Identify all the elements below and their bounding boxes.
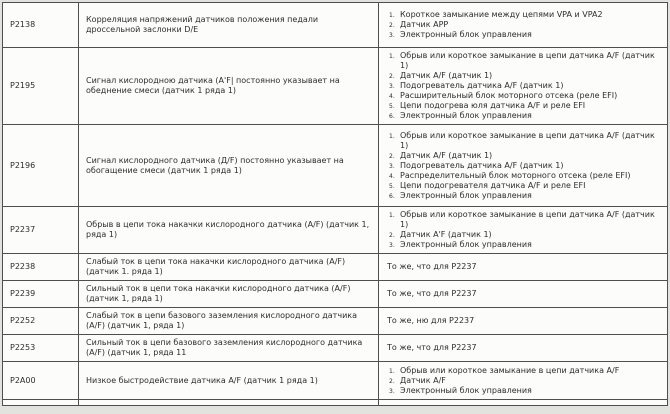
dtc-code-cell: P2196 <box>3 125 79 207</box>
cause-item: Подогреватель датчика A/F (датчик 1) <box>400 160 564 170</box>
cause-list <box>387 10 661 40</box>
cause-item: Обрыв или короткое замыкание в цепи датчика A/F (датчик 1) <box>400 210 655 229</box>
dtc-table <box>2 2 668 406</box>
dtc-code-cell: P2252 <box>3 308 79 335</box>
dtc-code-cell: P2138 <box>3 3 79 48</box>
dtc-description-cell: Сильный ток в цепи тока накачки кислородного датчика (A/F) (датчик 1, ряда 1) <box>79 281 379 308</box>
dtc-code-cell: P2239 <box>3 281 79 308</box>
dtc-code-cell: P2238 <box>3 254 79 281</box>
dtc-description-cell: Слабый ток в цепи базового заземления кислородного датчика (A/F) (датчик 1, ряда 1) <box>79 308 379 335</box>
cause-item: Электронный блок управления <box>400 30 532 39</box>
dtc-description-cell: Сигнал кислородного датчика (Д/F) постоянно указывает на обогащение смеси (датчик 1 ряда 1) <box>79 125 379 207</box>
cause-item: Датчик A/F (датчик 1) <box>400 150 493 160</box>
dtc-causes-cell <box>379 125 668 207</box>
table-row <box>3 3 668 48</box>
dtc-description-cell: Слабый ток в цепи тока накачки кислородного датчика (A/F) (датчик 1. ряда 1) <box>79 254 379 281</box>
cause-item: Электронный блок управления <box>400 385 532 395</box>
cause-item: Датчик APP <box>400 20 449 29</box>
cause-item: Датчик A/F (датчик 1) <box>400 71 493 80</box>
dtc-causes-cell: То же, что для P2237 <box>379 335 668 362</box>
cause-item: Датчик A/F <box>400 375 446 385</box>
table-row <box>3 335 668 362</box>
cause-item: Короткое замыкание между цепями VPA и VPA2 <box>400 10 603 19</box>
cause-item: Цепи подогрева юля датчика A/F и реле EFI <box>400 101 586 110</box>
dtc-causes-cell <box>379 362 668 400</box>
cause-item: Обрыв или короткое замыкание в цепи датчика A/F (датчик 1) <box>400 51 655 70</box>
dtc-causes-cell <box>379 48 668 125</box>
empty-cell <box>79 400 379 406</box>
cause-item: Подогреватель датчика A/F (датчик 1) <box>400 81 564 90</box>
cause-item: Расширительный блок моторного отсека (реле EFI) <box>400 91 618 100</box>
empty-cell <box>379 400 668 406</box>
dtc-causes-cell: То же, что для P2237 <box>379 281 668 308</box>
table-row <box>3 125 668 207</box>
cause-item: Обрыв или короткое замыкание в цепи датчика A/F (датчик 1) <box>400 130 655 150</box>
cause-item: Электронный блок управления <box>400 240 532 249</box>
cause-item: Распределительный блок моторного отсека (реле EFI) <box>400 170 631 180</box>
dtc-causes-cell: То же, что для P2237 <box>379 254 668 281</box>
cause-list <box>387 366 661 396</box>
cause-item: Цепи подогревателя датчика A/F и реле EFI <box>400 180 586 190</box>
table-row <box>3 308 668 335</box>
dtc-causes-cell: То же, ню для P2237 <box>379 308 668 335</box>
table-row-clipped <box>3 400 668 406</box>
dtc-description-cell: Сильный ток в цепи базового заземления кислородного датчика (A/F) (датчик 1, ряда 11 <box>79 335 379 362</box>
cause-list <box>387 51 661 121</box>
dtc-description-cell: Корреляция напряжений датчиков положения педали дроссельной заслонки D/E <box>79 3 379 48</box>
dtc-description-cell: Обрыв в цепи тока накачки кислородного датчика (A/F) (датчик 1, ряда 1) <box>79 207 379 254</box>
dtc-code-cell: P2195 <box>3 48 79 125</box>
cause-item: Электронный блок управления <box>400 111 532 120</box>
dtc-description-cell: Низкое быстродействие датчика A/F (датчик 1 ряда 1) <box>79 362 379 400</box>
table-row <box>3 362 668 400</box>
table-row <box>3 48 668 125</box>
dtc-causes-cell <box>379 207 668 254</box>
table-row <box>3 207 668 254</box>
cause-item: Датчик A'F (датчик 1) <box>400 230 492 239</box>
table-row <box>3 281 668 308</box>
table-row <box>3 254 668 281</box>
dtc-table-body <box>3 3 668 406</box>
dtc-code-cell: P2237 <box>3 207 79 254</box>
cause-item: Электронный блок управления <box>400 190 532 200</box>
cause-list <box>387 210 661 250</box>
empty-cell <box>3 400 79 406</box>
cause-list <box>387 131 661 201</box>
dtc-causes-cell <box>379 3 668 48</box>
cause-item: Обрыв или короткое замыкание в цепи датчика A/F <box>400 365 620 375</box>
dtc-description-cell: Сигнал кислородною датчика (A'F| постоянно указывает на обеднение смеси (датчик 1 ряда 1) <box>79 48 379 125</box>
dtc-code-cell: P2A00 <box>3 362 79 400</box>
dtc-code-cell: P2253 <box>3 335 79 362</box>
